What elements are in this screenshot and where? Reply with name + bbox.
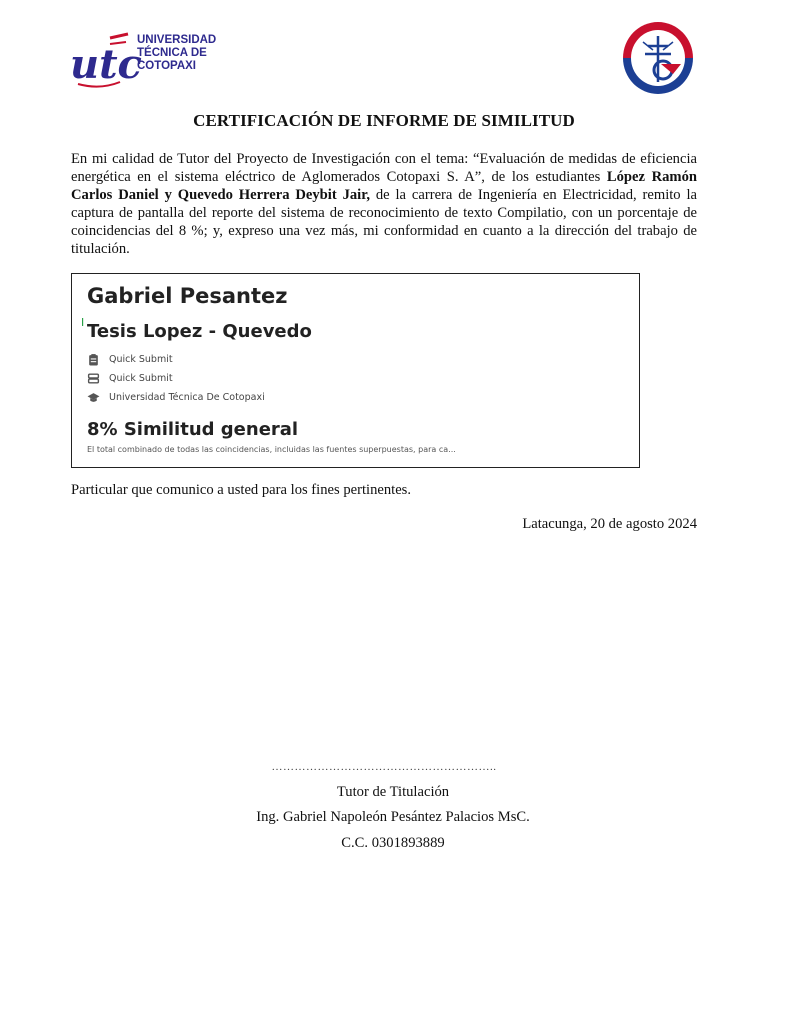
utc-logo — [70, 32, 230, 92]
signature-line: ………………………………………………….. — [271, 761, 497, 773]
document-title: CERTIFICACIÓN DE INFORME DE SIMILITUD — [193, 111, 575, 130]
report-row-label: Quick Submit — [109, 373, 173, 384]
report-author: Gabriel Pesantez — [87, 284, 288, 308]
text-cursor-mark: I — [81, 316, 85, 329]
report-row-institution — [87, 391, 265, 404]
report-document-title: Tesis Lopez - Quevedo — [87, 321, 312, 342]
signer-role: Tutor de Titulación — [336, 784, 450, 800]
report-row-label: Quick Submit — [109, 354, 173, 365]
faculty-seal-logo — [621, 20, 695, 96]
svg-text:utc: utc — [70, 41, 142, 88]
university-name-line1: UNIVERSIDAD — [137, 34, 217, 46]
university-name — [137, 34, 216, 73]
report-row-submission — [87, 353, 173, 366]
database-icon — [87, 372, 100, 385]
similarity-note: El total combinado de todas las coincidencias, incluidas las fuentes superpuestas, para ca... — [87, 445, 456, 454]
paragraph-body: de la carrera de Ingeniería en Electricidad, remito la captura de pantalla del reporte del sistema de reconocimiento de texto Compilatio, con un porcentaje de coincidencias del 8 %; y, expreso una vez más, mi conformidad en cuanto a la dirección del trabajo de titulación. — [71, 187, 697, 257]
closing-sentence: Particular que comunico a usted para los fines pertinentes. — [71, 482, 412, 498]
signer-id: C.C. 0301893889 — [341, 835, 445, 851]
document-date: Latacunga, 20 de agosto 2024 — [522, 516, 697, 532]
clipboard-icon — [87, 353, 100, 366]
student-names: López Ramón Carlos Daniel y Quevedo Herrera Deybit Jair, — [71, 169, 697, 203]
similarity-report-screenshot — [71, 273, 640, 468]
report-row-label: Universidad Técnica De Cotopaxi — [109, 392, 265, 403]
university-name-line2: TÉCNICA DE — [137, 47, 207, 59]
similarity-score: 8% Similitud general — [87, 419, 299, 440]
paragraph-intro: En mi calidad de Tutor del Proyecto de Investigación con el tema: “Evaluación de medidas de eficiencia energética en el sistema eléctrico de Aglomerados Cotopaxi S. A”, de los estudiantes — [71, 151, 697, 185]
report-row-repository — [87, 372, 173, 385]
certification-paragraph — [71, 150, 697, 258]
graduation-cap-icon — [87, 391, 100, 404]
utc-logo-mark — [70, 32, 142, 90]
signer-name: Ing. Gabriel Napoleón Pesántez Palacios MsC. — [256, 809, 530, 825]
university-name-line3: COTOPAXI — [137, 60, 196, 72]
